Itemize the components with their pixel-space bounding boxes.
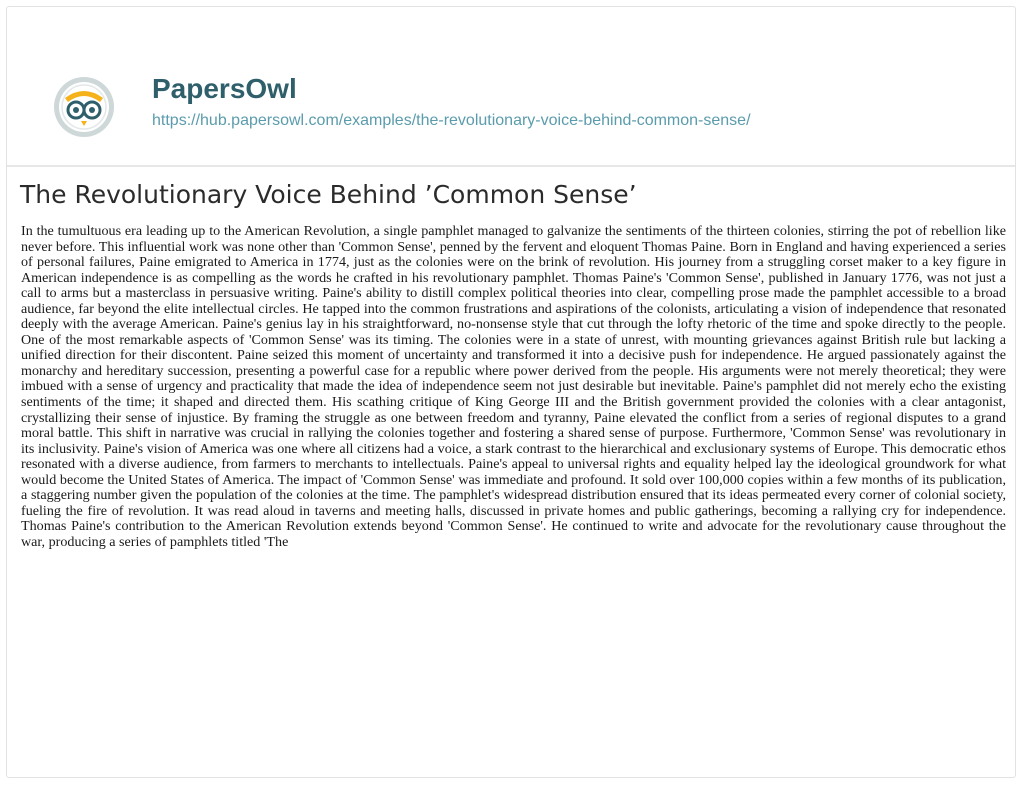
owl-logo-icon [53,76,115,138]
page-header [7,7,1015,167]
header-divider [7,165,1015,167]
essay-title: The Revolutionary Voice Behind ’Common Sense’ [20,180,637,209]
document-frame [6,6,1016,778]
brand-name[interactable]: PapersOwl [152,73,297,104]
essay-body: In the tumultuous era leading up to the American Revolution, a single pamphlet managed to galvanize the sentiments of the thirteen colonies, stirring the pot of rebellion like never before. This influential work was none other than 'Common Sense', penned by the fervent and eloquent Thomas Paine. Born in England and having experienced a series of personal failures, Paine emigrated to America in 1774, just as the colonies were on the brink of revolution. His journey from a struggling corset maker to a key figure in American independence is as compelling as the words he crafted in his revolutionary pamphlet. Thomas Paine's 'Common Sense', published in January 1776, was not just a call to arms but a masterclass in persuasive writing. Paine's ability to distill complex political theories into clear, compelling prose made the pamphlet accessible to a broad audience, far beyond the elite intellectual circles. He tapped into the common frustrations and aspirations of the colonists, articulating a vision of independence that resonated deeply with the average American. Paine's genius lay in his straightforward, no-nonsense style that cut through the lofty rhetoric of the time and spoke directly to the people. One of the most remarkable aspects of 'Common Sense' was its timing. The colonies were in a state of unrest, with mounting grievances against British rule but lacking a unified direction for their discontent. Paine seized this moment of uncertainty and transformed it into a decisive push for independence. He argued passionately against the monarchy and hereditary succession, presenting a powerful case for a republic where power derived from the people. His arguments were not merely theoretical; they were imbued with a sense of urgency and practicality that made the idea of independence seem not just desirable but inevitable. Paine's pamphlet did not merely echo the existing sentiments of the time; it shaped and directed them. His scathing critique of King George III and the British government provided the colonies with a clear antagonist, crystallizing their sense of injustice. By framing the struggle as one between freedom and tyranny, Paine elevated the conflict from a series of regional disputes to a grand moral battle. This shift in narrative was crucial in rallying the colonies together and fostering a shared sense of purpose. Furthermore, 'Common Sense' was revolutionary in its inclusivity. Paine's vision of America was one where all citizens had a voice, a stark contrast to the hierarchical and exclusionary systems of Europe. This democratic ethos resonated with a diverse audience, from farmers to merchants to intellectuals. Paine's appeal to universal rights and equality helped lay the ideological groundwork for what would become the United States of America. The impact of 'Common Sense' was immediate and profound. It sold over 100,000 copies within a few months of its publication, a staggering number given the population of the colonies at the time. The pamphlet's widespread distribution ensured that its ideas permeated every corner of colonial society, fueling the fire of revolution. It was read aloud in taverns and meeting halls, discussed in private homes and public gatherings, becoming a rallying cry for independence. Thomas Paine's contribution to the American Revolution extends beyond 'Common Sense'. He continued to write and advocate for the revolutionary cause throughout the war, producing a series of pamphlets titled 'The [21,223,1006,550]
source-url-link[interactable]: https://hub.papersowl.com/examples/the-revolutionary-voice-behind-common-sense/ [152,112,751,129]
